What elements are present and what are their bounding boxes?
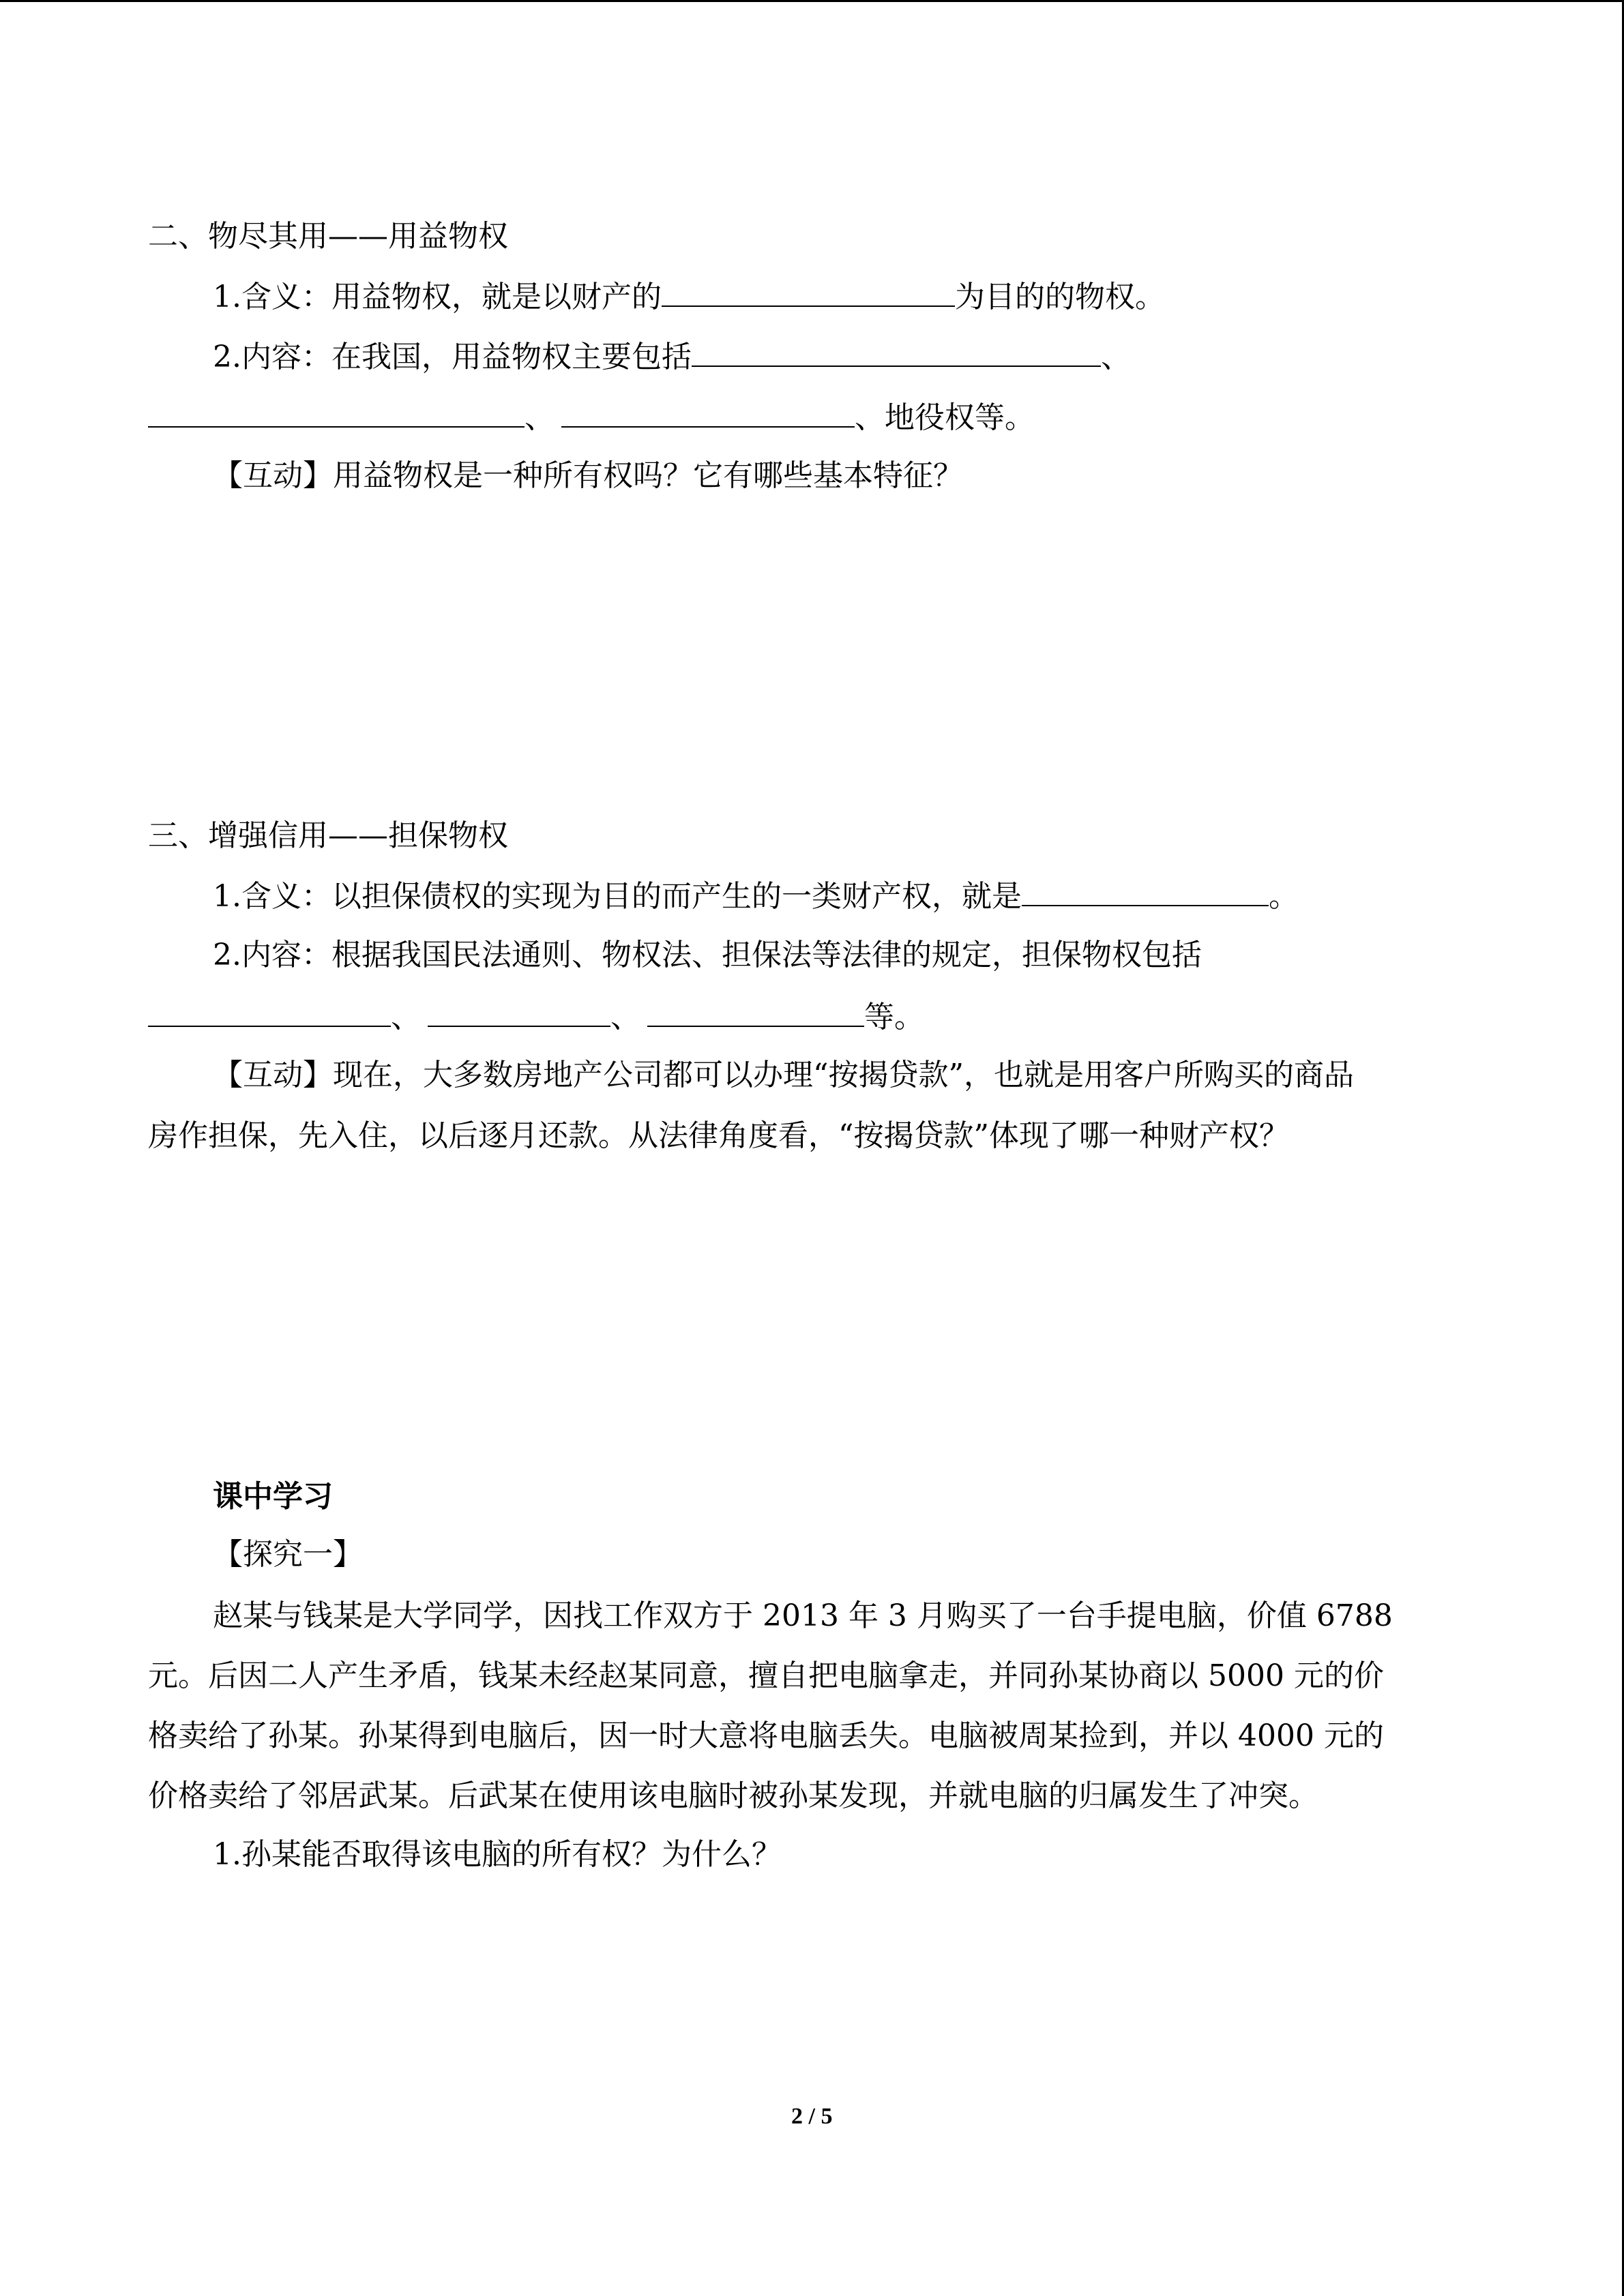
fill-blank[interactable] xyxy=(561,396,855,428)
section2-item2-continued xyxy=(148,396,1035,438)
separator: 、 xyxy=(1100,340,1131,374)
section2-item1-text-end: 为目的的物权。 xyxy=(954,280,1165,314)
separator: 、 xyxy=(610,1000,640,1034)
explore-heading: 【探究一】 xyxy=(213,1537,363,1572)
section2-item2 xyxy=(213,336,1131,378)
separator: 、 xyxy=(525,400,555,435)
lesson-heading: 课中学习 xyxy=(213,1479,333,1514)
section2-item2-text-end: 、地役权等。 xyxy=(855,400,1035,435)
section3-item1 xyxy=(213,875,1299,917)
fill-blank[interactable] xyxy=(148,396,525,428)
separator: 、 xyxy=(391,1000,421,1034)
section3-interact-line2: 房作担保，先入住，以后逐月还款。从法律角度看，“按揭贷款”体现了哪一种财产权？ xyxy=(148,1118,1289,1153)
fill-blank[interactable] xyxy=(1022,875,1269,906)
section2-item1-text: 1.含义：用益物权，就是以财产的 xyxy=(213,280,662,314)
fill-blank[interactable] xyxy=(662,275,955,307)
section2-interact: 【互动】用益物权是一种所有权吗？它有哪些基本特征？ xyxy=(213,458,963,493)
paragraph-line: 格卖给了孙某。孙某得到电脑后，因一时大意将电脑丢失。电脑被周某捡到，并以 4000 元的 xyxy=(148,1718,1384,1753)
section3-item1-text: 1.含义：以担保债权的实现为目的而产生的一类财产权，就是 xyxy=(213,879,1022,914)
question-1: 1.孙某能否取得该电脑的所有权？为什么？ xyxy=(213,1837,782,1872)
section2-heading: 二、物尽其用——用益物权 xyxy=(148,219,508,254)
fill-blank[interactable] xyxy=(148,996,391,1027)
section3-item1-text-end: 。 xyxy=(1268,879,1299,914)
section3-item2: 2.内容：根据我国民法通则、物权法、担保法等法律的规定，担保物权包括 xyxy=(213,938,1202,972)
section2-item2-text: 2.内容：在我国，用益物权主要包括 xyxy=(213,340,692,374)
fill-blank[interactable] xyxy=(647,996,864,1027)
fill-blank[interactable] xyxy=(692,336,1101,367)
section3-heading: 三、增强信用——担保物权 xyxy=(148,818,508,853)
page-number: 2 / 5 xyxy=(791,2104,833,2129)
section3-interact-line1: 【互动】现在，大多数房地产公司都可以办理“按揭贷款”，也就是用客户所购买的商品 xyxy=(213,1058,1354,1092)
section2-item1 xyxy=(213,275,1165,318)
paragraph-line: 赵某与钱某是大学同学，因找工作双方于 2013 年 3 月购买了一台手提电脑，价值 6788 xyxy=(213,1598,1393,1633)
paragraph-line: 价格卖给了邻居武某。后武某在使用该电脑时被孙某发现，并就电脑的归属发生了冲突。 xyxy=(148,1778,1318,1813)
section3-item2-continued xyxy=(148,996,924,1038)
fill-blank[interactable] xyxy=(428,996,610,1027)
section3-item2-text-end: 等。 xyxy=(864,1000,924,1034)
paragraph-line: 元。后因二人产生矛盾，钱某未经赵某同意，擅自把电脑拿走，并同孙某协商以 5000 元的价 xyxy=(148,1658,1384,1693)
